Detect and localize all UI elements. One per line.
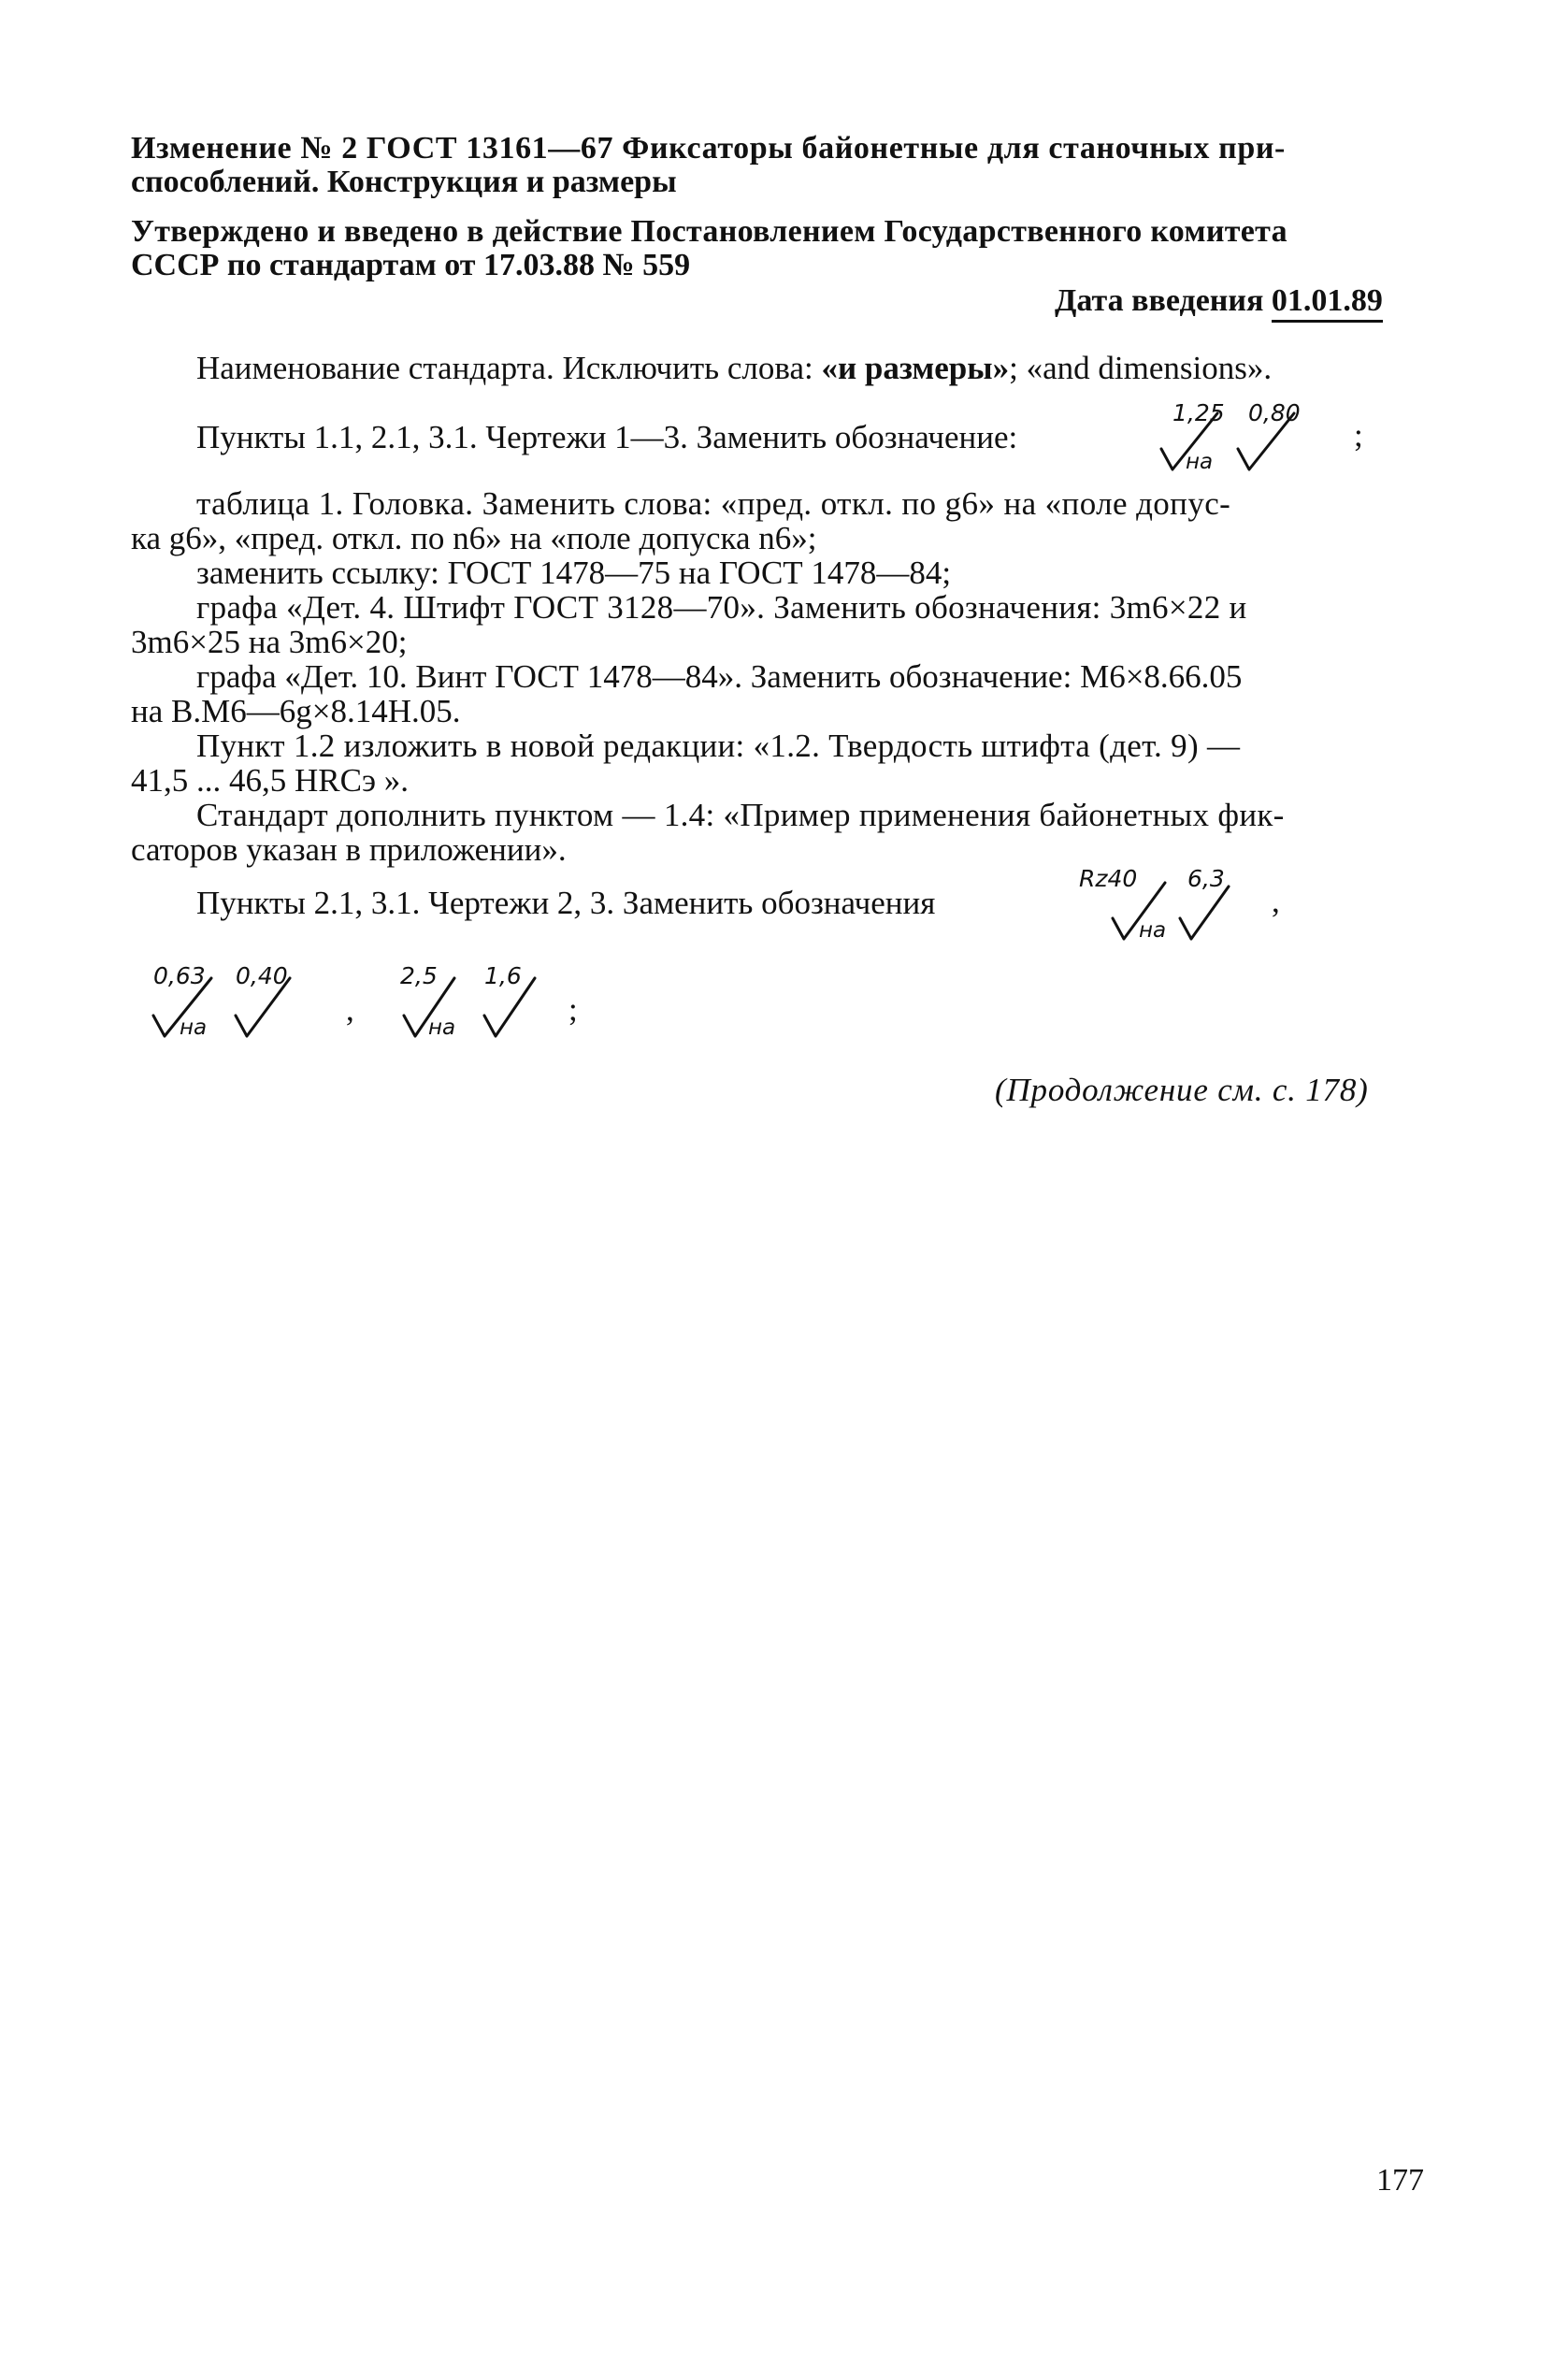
roughness-check-mark [1180, 886, 1229, 939]
roughness-symbol-2 [1075, 866, 1244, 944]
comma: , [346, 991, 354, 1028]
roughness-value-b: 0,80 [1248, 399, 1301, 426]
roughness-value-a: 0,63 [153, 962, 206, 989]
paragraph-det10-line-1: графа «Дет. 10. Винт ГОСТ 1478—84». Заменить обозначение: М6×8.66.05 [196, 658, 1243, 695]
roughness-symbol-3 [150, 961, 309, 1040]
paragraph-example-line-2: саторов указан в приложении». [131, 831, 567, 868]
roughness-value-b: 1,6 [484, 962, 522, 989]
semicolon: ; [1354, 417, 1363, 454]
page-number: 177 [1376, 2163, 1424, 2198]
roughness-value-a: 1,25 [1172, 399, 1225, 426]
effective-date-value: 01.01.89 [1272, 283, 1383, 323]
paragraph-det10-line-2: на В.М6—6g×8.14Н.05. [131, 693, 461, 729]
paragraph-title-change [196, 351, 1272, 386]
effective-date-label: Дата введения [1055, 283, 1264, 318]
roughness-value-b: 0,40 [236, 962, 288, 989]
roughness-value-b: 6,3 [1187, 865, 1225, 892]
roughness-na-label: на [428, 1016, 456, 1040]
roughness-na-label: на [1186, 450, 1214, 474]
roughness-na-label: на [180, 1016, 208, 1040]
effective-date [1055, 283, 1383, 319]
paragraph-det4-line-2: 3m6×25 на 3m6×20; [131, 624, 408, 660]
paragraph-det4-line-1: графа «Дет. 4. Штифт ГОСТ 3128—70». Заменить обозначения: 3m6×22 и [196, 589, 1247, 626]
paragraph-example-line-1: Стандарт дополнить пунктом — 1.4: «Пример применения байонетных фик- [196, 797, 1285, 833]
paragraph-table-1-line-1: таблица 1. Головка. Заменить слова: «пред. откл. по g6» на «поле допус- [196, 485, 1231, 522]
paragraph-items-2-3: Пункты 2.1, 3.1. Чертежи 2, 3. Заменить обозначения [196, 885, 936, 921]
continuation-note: (Продолжение см. с. 178) [995, 1072, 1369, 1108]
amendment-title-line-1: Изменение № 2 ГОСТ 13161—67 Фиксаторы байонетные для станочных при- [131, 131, 1286, 166]
roughness-symbol-4 [398, 961, 557, 1040]
roughness-value-a: 2,5 [400, 962, 438, 989]
text-run-bold: «и размеры» [821, 350, 1010, 386]
semicolon: ; [568, 991, 578, 1028]
roughness-symbol-1 [1159, 400, 1309, 475]
approval-line-2: СССР по стандартам от 17.03.88 № 559 [131, 248, 691, 282]
text-run: Наименование стандарта. Исключить слова: [196, 350, 822, 386]
paragraph-items-1-3: Пункты 1.1, 2.1, 3.1. Чертежи 1—3. Заменить обозначение: [196, 419, 1018, 455]
text-run: ; «and dimensions». [1009, 350, 1273, 386]
approval-line-1: Утверждено и введено в действие Постановлением Государственного комитета [131, 214, 1287, 249]
comma: , [1272, 883, 1280, 919]
roughness-na-label: на [1139, 918, 1167, 943]
paragraph-hardness-line-2: 41,5 ... 46,5 HRCэ ». [131, 762, 409, 799]
amendment-title-line-2: способлений. Конструкция и размеры [131, 165, 677, 199]
paragraph-table-1-line-2: ка g6», «пред. откл. по n6» на «поле допуска n6»; [131, 520, 817, 556]
paragraph-reference: заменить ссылку: ГОСТ 1478—75 на ГОСТ 1478—84; [196, 555, 952, 591]
roughness-value-a: Rz40 [1079, 865, 1138, 892]
paragraph-hardness-line-1: Пункт 1.2 изложить в новой редакции: «1.2. Твердость штифта (дет. 9) — [196, 728, 1241, 764]
